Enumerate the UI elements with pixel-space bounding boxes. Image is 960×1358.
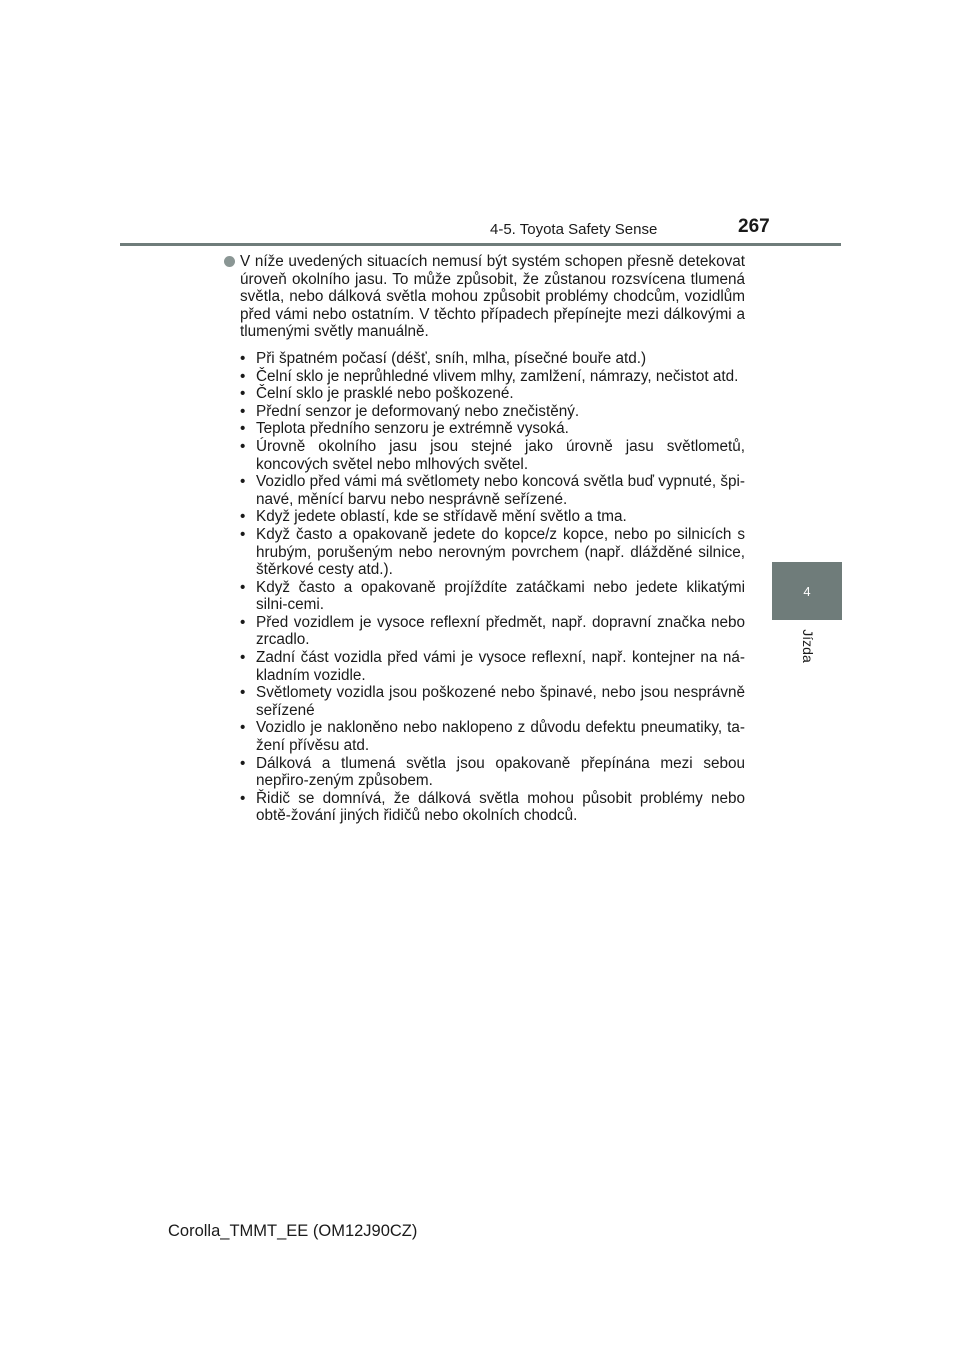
footer-doc-id: Corolla_TMMT_EE (OM12J90CZ) [168, 1222, 418, 1240]
list-item [224, 614, 745, 649]
chapter-label [800, 620, 814, 680]
list-item [224, 473, 745, 508]
chapter-tab [772, 562, 842, 620]
list-item-text: Vozidlo je nakloněno nebo naklopeno z důvodu defektu pneumatiky, ta-žení přívěsu atd. [256, 719, 745, 755]
bullet-icon: • [240, 649, 246, 667]
list-item [224, 790, 745, 825]
list-item-text: Řidič se domnívá, že dálková světla mohou působit problémy nebo obtě-žování jiných řidičů nebo okolních chodců. [256, 789, 745, 825]
list-item-text: Teplota předního senzoru je extrémně vysoká. [256, 420, 569, 438]
header-rule [120, 243, 841, 246]
list-item-text: Čelní sklo je prasklé nebo poškozené. [256, 385, 514, 403]
bullet-icon: • [240, 402, 246, 420]
conditions-list [224, 350, 745, 825]
list-item [224, 508, 745, 526]
list-item [224, 403, 745, 421]
bullet-icon: • [240, 420, 246, 438]
bullet-icon: • [240, 349, 246, 367]
list-item-text: Při špatném počasí (déšť, sníh, mlha, písečné bouře atd.) [256, 349, 647, 367]
list-item [224, 579, 745, 614]
list-item [224, 368, 745, 386]
list-item [224, 526, 745, 579]
list-item-text: Když často a opakovaně jedete do kopce/z kopce, nebo po silnicích s hrubým, porušeným nebo nerovným povrchem (např. dlážděné silnice, štěrkové cesty atd.). [256, 525, 745, 579]
list-item [224, 438, 745, 473]
list-item-text: Zadní část vozidla před vámi je vysoce reflexní, např. kontejner na ná-kladním vozidle. [256, 649, 745, 684]
list-item [224, 719, 745, 754]
bullet-icon: • [240, 367, 246, 385]
lead-paragraph [224, 253, 745, 341]
bullet-icon: • [240, 578, 246, 596]
chapter-tab-number: 4 [803, 584, 811, 599]
bullet-icon: • [240, 789, 246, 807]
bullet-icon: • [240, 437, 246, 455]
list-item [224, 350, 745, 368]
bullet-icon: • [240, 525, 246, 543]
list-item [224, 684, 745, 719]
list-item [224, 649, 745, 684]
section-title: 4-5. Toyota Safety Sense [490, 221, 658, 238]
list-item-text: Přední senzor je deformovaný nebo znečistěný. [256, 402, 580, 420]
bullet-icon: • [240, 508, 246, 526]
bullet-icon: • [240, 473, 246, 491]
bullet-icon: • [240, 613, 246, 631]
page-number: 267 [738, 216, 770, 237]
list-item [224, 385, 745, 403]
lead-paragraph-text: V níže uvedených situacích nemusí být systém schopen přesně detekovat úroveň okolního jasu. To může způsobit, že zůstanou rozsvícena tlumená světla, nebo dálková světla mohou způsobit problémy chodcům, vozidlům před vámi nebo ostatním. V těchto případech přepínejte mezi dálkovými a tlumenými světly manuálně. [240, 253, 745, 341]
bullet-icon: • [240, 684, 246, 702]
bullet-icon: • [240, 385, 246, 403]
list-item-text: Světlomety vozidla jsou poškozené nebo špinavé, nebo jsou nesprávně seřízené [256, 684, 745, 719]
list-item-text: Před vozidlem je vysoce reflexní předmět, např. dopravní značka nebo zrcadlo. [256, 613, 745, 649]
list-item-text: Když často a opakovaně projíždíte zatáčkami nebo jedete klikatými silni-cemi. [256, 578, 745, 614]
circle-bullet-icon [224, 256, 235, 267]
list-item-text: Dálková a tlumená světla jsou opakovaně přepínána mezi sebou nepřiro-zeným způsobem. [256, 754, 745, 790]
page-content [224, 253, 745, 825]
list-item [224, 420, 745, 438]
bullet-icon: • [240, 754, 246, 772]
list-item [224, 755, 745, 790]
bullet-icon: • [240, 719, 246, 737]
list-item-text: Když jedete oblastí, kde se střídavě mění světlo a tma. [256, 508, 627, 526]
list-item-text: Vozidlo před vámi má světlomety nebo koncová světla buď vypnuté, špi-navé, měnící barvu nebo nesprávně seřízené. [256, 473, 745, 508]
list-item-text: Čelní sklo je neprůhledné vlivem mlhy, zamlžení, námrazy, nečistot atd. [256, 367, 739, 385]
list-item-text: Úrovně okolního jasu jsou stejné jako úrovně jasu světlometů, koncových světel nebo mlhových světel. [256, 437, 745, 473]
chapter-label-text: Jízda [800, 629, 816, 663]
